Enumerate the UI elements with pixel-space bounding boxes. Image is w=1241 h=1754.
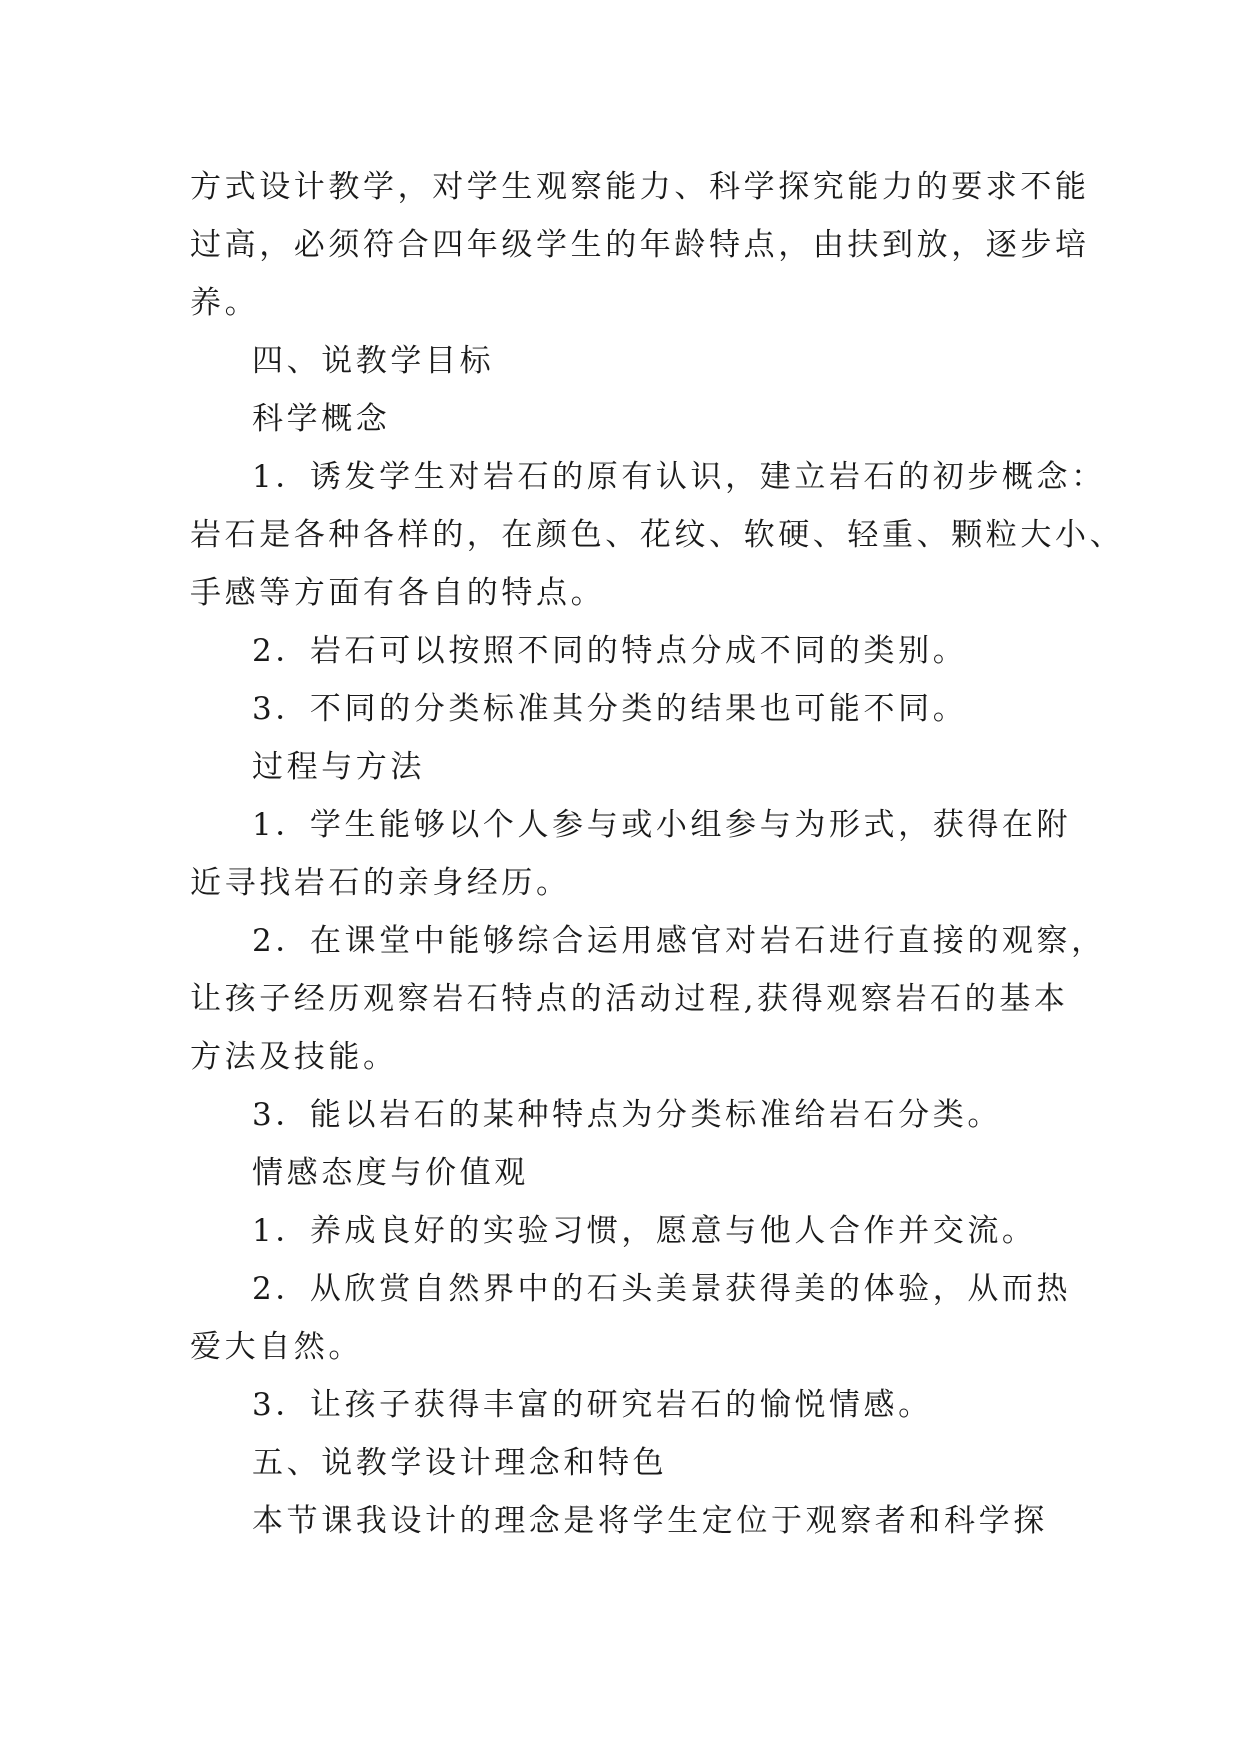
subsection-heading: 情感态度与价值观: [252, 1155, 529, 1191]
text-line: 2．从欣赏自然界中的石头美景获得美的体验，从而热: [252, 1271, 1072, 1307]
text-line: 本节课我设计的理念是将学生定位于观察者和科学探: [252, 1503, 1048, 1539]
text-line: 岩石是各种各样的，在颜色、花纹、软硬、轻重、颗粒大小、: [190, 517, 1125, 553]
text-line: 2．岩石可以按照不同的特点分成不同的类别。: [252, 633, 968, 669]
text-line: 3．不同的分类标准其分类的结果也可能不同。: [252, 691, 968, 727]
text-line: 爱大自然。: [190, 1329, 363, 1365]
text-line: 1．学生能够以个人参与或小组参与为形式，获得在附: [252, 807, 1072, 843]
text-line: 3．能以岩石的某种特点为分类标准给岩石分类。: [252, 1097, 1002, 1133]
text-line: 2．在课堂中能够综合运用感官对岩石进行直接的观察，: [252, 923, 1106, 959]
text-line: 3．让孩子获得丰富的研究岩石的愉悦情感。: [252, 1387, 933, 1423]
subsection-heading: 科学概念: [252, 401, 391, 437]
body-text: [190, 158, 1125, 1550]
section-heading: 五、说教学设计理念和特色: [252, 1445, 668, 1481]
text-line: 让孩子经历观察岩石特点的活动过程,获得观察岩石的基本: [190, 981, 1069, 1017]
text-line: 方式设计教学，对学生观察能力、科学探究能力的要求不能: [190, 169, 1090, 205]
text-line: 过高，必须符合四年级学生的年龄特点，由扶到放，逐步培: [190, 227, 1090, 263]
text-line: 养。: [190, 285, 260, 321]
text-line: 手感等方面有各自的特点。: [190, 575, 606, 611]
subsection-heading: 过程与方法: [252, 749, 425, 785]
text-line: 近寻找岩石的亲身经历。: [190, 865, 571, 901]
section-heading: 四、说教学目标: [252, 343, 495, 379]
text-line: 方法及技能。: [190, 1039, 398, 1075]
text-line: 1．诱发学生对岩石的原有认识，建立岩石的初步概念：: [252, 459, 1106, 495]
text-line: 1．养成良好的实验习惯，愿意与他人合作并交流。: [252, 1213, 1037, 1249]
